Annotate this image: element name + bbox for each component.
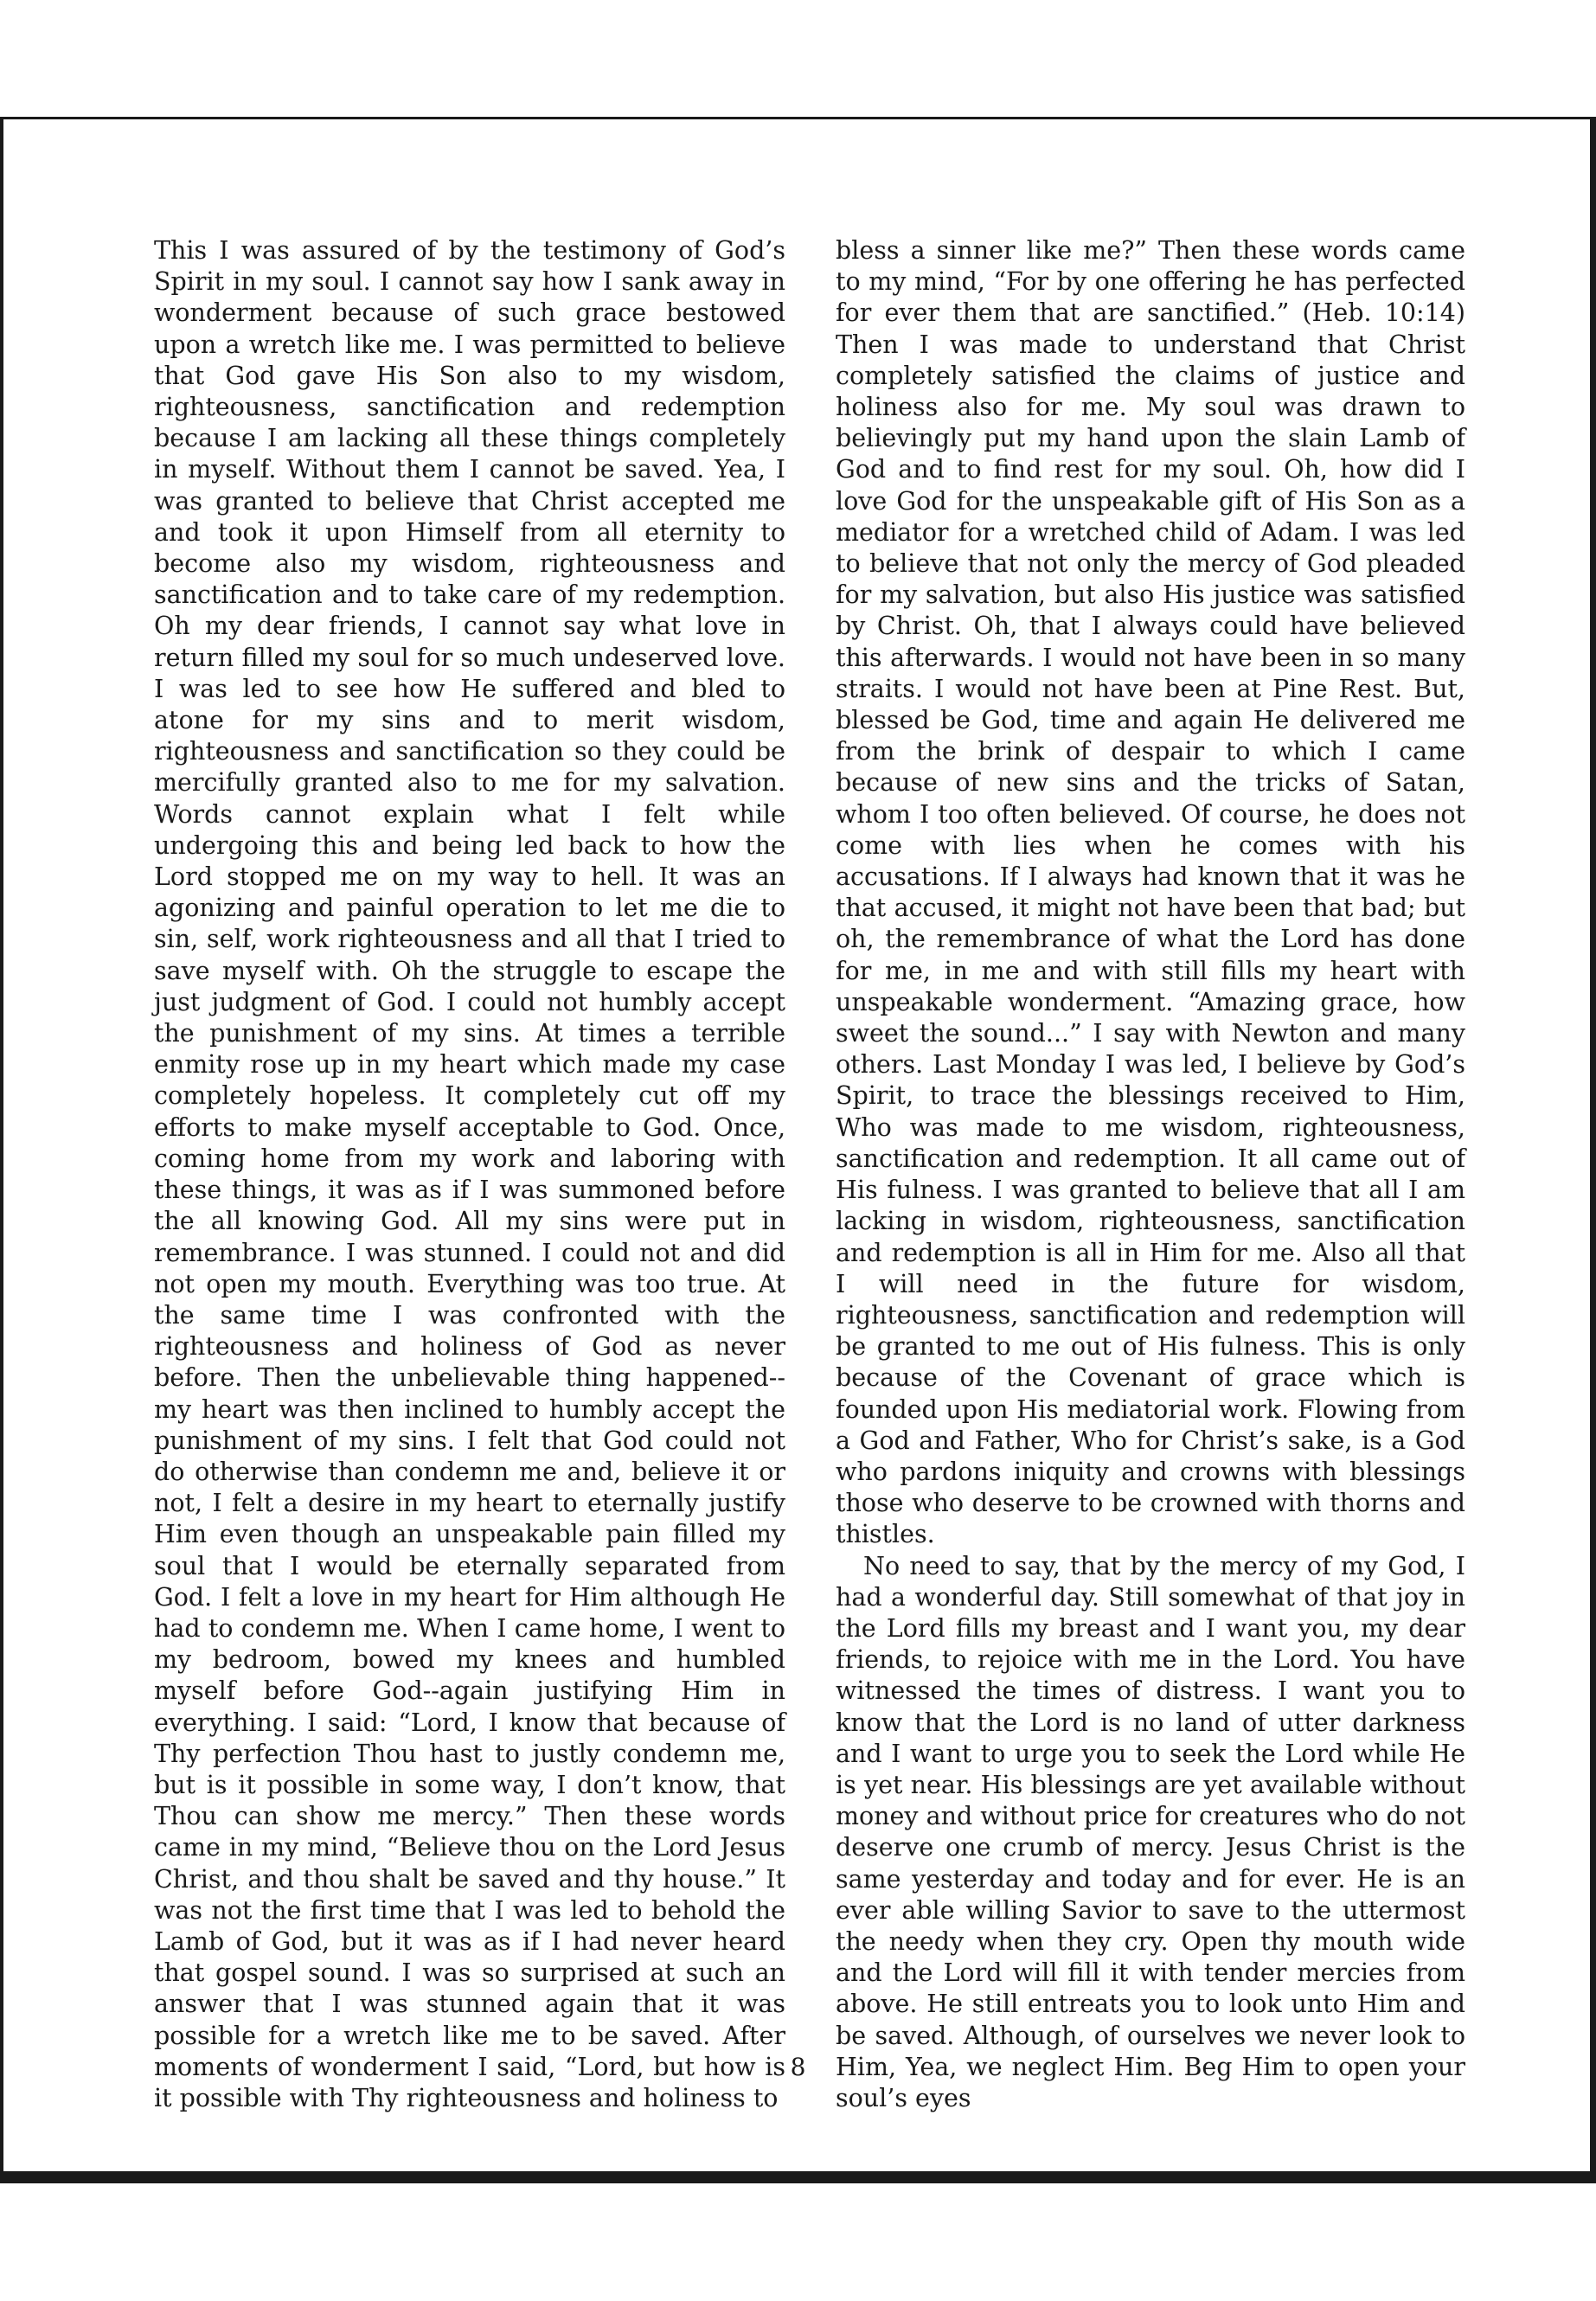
right-paragraph-2: No need to say, that by the mercy of my God, I had a wonderful day. Still somewhat of that joy in the Lord fills my breast and I want you, my dear friends, to rejoice with me in the Lord. You have witnessed the times of distress. I want you to know that the Lord is no land of utter darkness and I want to urge you to seek the Lord while He is yet near. His blessings are yet available without money and without price for creatures who do not deserve one crumb of mercy. Jesus Christ is the same yesterday and today and for ever. He is an ever able willing Savior to save to the uttermost the needy when they cry. Open thy mouth wide and the Lord will fill it with tender mercies from above. He still entreats you to look unto Him and be saved. Although, of ourselves we never look to Him, Yea, we neglect Him. Beg Him to open your soul’s eyes (836, 1551, 1465, 2112)
left-text-column (154, 235, 785, 2112)
scan-right-edge (1590, 119, 1596, 2178)
right-paragraph-1: bless a sinner like me?” Then these words came to my mind, “For by one offering he has perfected for ever them that are sanctified.” (Heb. 10:14) Then I was made to understand that Christ completely satisfied the claims of justice and holiness also for me. My soul was drawn to believingly put my hand upon the slain Lamb of God and to find rest for my soul. Oh, how did I love God for the unspeakable gift of His Son as a mediator for a wretched child of Adam. I was led to believe that not only the mercy of God pleaded for my salvation, but also His justice was satisfied by Christ. Oh, that I always could have believed this afterwards. I would not have been in so many straits. I would not have been at Pine Rest. But, blessed be God, time and again He delivered me from the brink of despair to which I came because of new sins and the tricks of Satan, whom I too often believed. Of course, he does not come with lies when he comes with his accusations. If I always had known that it was he that accused, it might not have been that bad; but oh, the remembrance of what the Lord has done for me, in me and with still fills my heart with unspeakable wonderment. “Amazing grace, how sweet the sound...” I say with Newton and many others. Last Monday I was led, I believe by God’s Spirit, to trace the blessings received to Him, Who was made to me wisdom, righteousness, sanctification and redemption. It all came out of His fulness. I was granted to believe that all I am lacking in wisdom, righteousness, sanctification and redemption is all in Him for me. Also all that I will need in the future for wisdom, righteousness, sanctification and redemption will be granted to me out of His fulness. This is only because of the Covenant of grace which is founded upon His mediatorial work. Flowing from a God and Father, Who for Christ’s sake, is a God who pardons iniquity and crowns with blessings those who deserve to be crowned with thorns and thistles. (836, 236, 1465, 1549)
right-text-column (836, 235, 1465, 2112)
page-number: 8 (790, 2053, 806, 2081)
left-paragraph-1: This I was assured of by the testimony of God’s Spirit in my soul. I cannot say how I sank away in wonderment because of such grace bestowed upon a wretch like me. I was permitted to believe that God gave His Son also to my wisdom, righteousness, sanctification and redemption because I am lacking all these things completely in myself. Without them I cannot be saved. Yea, I was granted to believe that Christ accepted me and took it upon Himself from all eternity to become also my wisdom, righteousness and sanctification and to take care of my redemption. Oh my dear friends, I cannot say what love in return filled my soul for so much undeserved love. I was led to see how He suffered and bled to atone for my sins and to merit wisdom, righteousness and sanctification so they could be mercifully granted also to me for my salvation. Words cannot explain what I felt while undergoing this and being led back to how the Lord stopped me on my way to hell. It was an agonizing and painful operation to let me die to sin, self, work righteousness and all that I tried to save myself with. Oh the struggle to escape the just judgment of God. I could not humbly accept the punishment of my sins. At times a terrible enmity rose up in my heart which made my case completely hopeless. It completely cut off my efforts to make myself acceptable to God. Once, coming home from my work and laboring with these things, it was as if I was summoned before the all knowing God. All my sins were put in remembrance. I was stunned. I could not and did not open my mouth. Everything was too true. At the same time I was confronted with the righteousness and holiness of God as never before. Then the unbelievable thing happened--my heart was then inclined to humbly accept the punishment of my sins. I felt that God could not do otherwise than condemn me and, believe it or not, I felt a desire in my heart to eternally justify Him even though an unspeakable pain filled my soul that I would be eternally separated from God. I felt a love in my heart for Him although He had to condemn me. When I came home, I went to my bedroom, bowed my knees and humbled myself before God--again justifying Him in everything. I said: “Lord, I know that because of Thy perfection Thou hast to justly condemn me, but is it possible in some way, I don’t know, that Thou can show me mercy.” Then these words came in my mind, “Believe thou on the Lord Jesus Christ, and thou shalt be saved and thy house.” It was not the first time that I was led to behold the Lamb of God, but it was as if I had never heard that gospel sound. I was so surprised at such an answer that I was stunned again that it was possible for a wretch like me to be saved. After moments of wonderment I said, “Lord, but how is it possible with Thy righteousness and holiness to (154, 236, 785, 2112)
scan-bottom-edge (0, 2171, 1596, 2183)
scan-left-edge (0, 119, 3, 2178)
scan-top-edge (0, 117, 1596, 119)
